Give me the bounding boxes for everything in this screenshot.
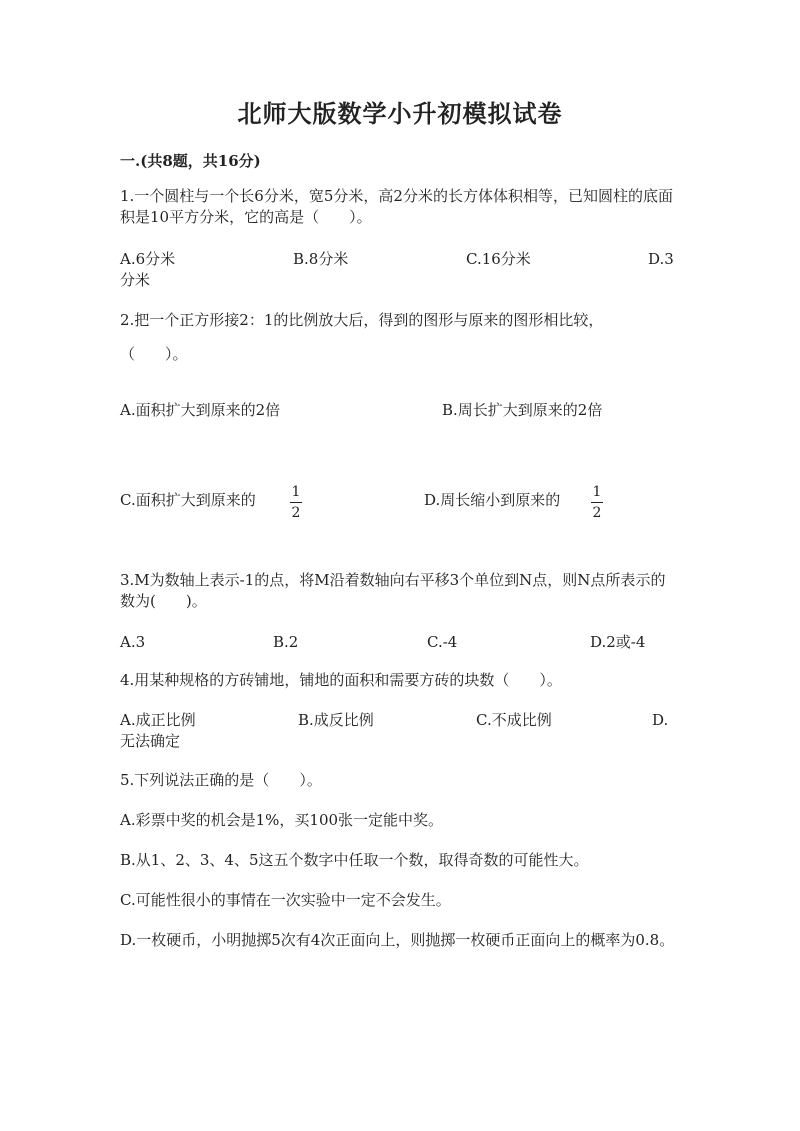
question-1-option-b: B.8分米 [293, 250, 349, 268]
question-3-option-a: A.3 [120, 633, 146, 651]
question-1-option-d-unit: 分米 [120, 271, 151, 289]
fraction-numerator: 1 [291, 484, 301, 500]
question-3-stem: 3.M为数轴上表示-1的点，将M沿着数轴向右平移3个单位到N点，则N点所表示的数为( )。 [120, 571, 666, 610]
fraction-bar [290, 502, 302, 503]
question-4-option-a: A.成正比例 [120, 711, 196, 729]
question-2-stem-blank: （ ）。 [120, 345, 188, 363]
fraction-denominator: 2 [592, 505, 602, 521]
question-5-stem: 5.下列说法正确的是（ ）。 [120, 771, 322, 789]
fraction-denominator: 2 [291, 505, 301, 521]
question-5-option-b: B.从1、2、3、4、5这五个数字中任取一个数，取得奇数的可能性大。 [120, 851, 589, 869]
question-5-option-d: D.一枚硬币，小明抛掷5次有4次正面向上，则抛掷一枚硬币正面向上的概率为0.8。 [120, 931, 675, 949]
question-1-stem: 1.一个圆柱与一个长6分米，宽5分米，高2分米的长方体体积相等，已知圆柱的底面积是10平方分米，它的高是（ ）。 [120, 187, 673, 226]
fraction-bar [591, 502, 603, 503]
question-2-option-a: A.面积扩大到原来的2倍 [120, 401, 281, 419]
question-1-option-c: C.16分米 [466, 250, 531, 268]
section-heading: 一.(共8题，共16分) [120, 152, 261, 170]
question-2-stem: 2.把一个正方形接2：1的比例放大后，得到的图形与原来的图形相比较， [120, 311, 604, 329]
question-1-option-a: A.6分米 [120, 250, 176, 268]
question-2-option-c: C.面积扩大到原来的 [120, 491, 256, 509]
question-3-option-d: D.2或-4 [590, 633, 646, 651]
question-3-option-c: C.-4 [427, 633, 458, 651]
question-2-option-d-fraction [591, 484, 603, 521]
page-title: 北师大版数学小升初模拟试卷 [237, 99, 563, 128]
question-1-option-d: D.3 [648, 250, 674, 268]
question-3-option-b: B.2 [273, 633, 299, 651]
question-5-option-c: C.可能性很小的事情在一次实验中一定不会发生。 [120, 891, 451, 909]
question-2-option-c-fraction [290, 484, 302, 521]
fraction-numerator: 1 [592, 484, 602, 500]
question-4-option-b: B.成反比例 [298, 711, 374, 729]
question-4-option-d-text: 无法确定 [120, 732, 181, 750]
question-2-option-b: B.周长扩大到原来的2倍 [442, 401, 603, 419]
question-4-option-d: D. [652, 711, 669, 729]
question-2-option-d: D.周长缩小到原来的 [424, 491, 561, 509]
question-5-option-a: A.彩票中奖的机会是1%，买100张一定能中奖。 [120, 811, 444, 829]
question-4-stem: 4.用某种规格的方砖铺地，铺地的面积和需要方砖的块数（ ）。 [120, 671, 562, 689]
question-4-option-c: C.不成比例 [476, 711, 552, 729]
